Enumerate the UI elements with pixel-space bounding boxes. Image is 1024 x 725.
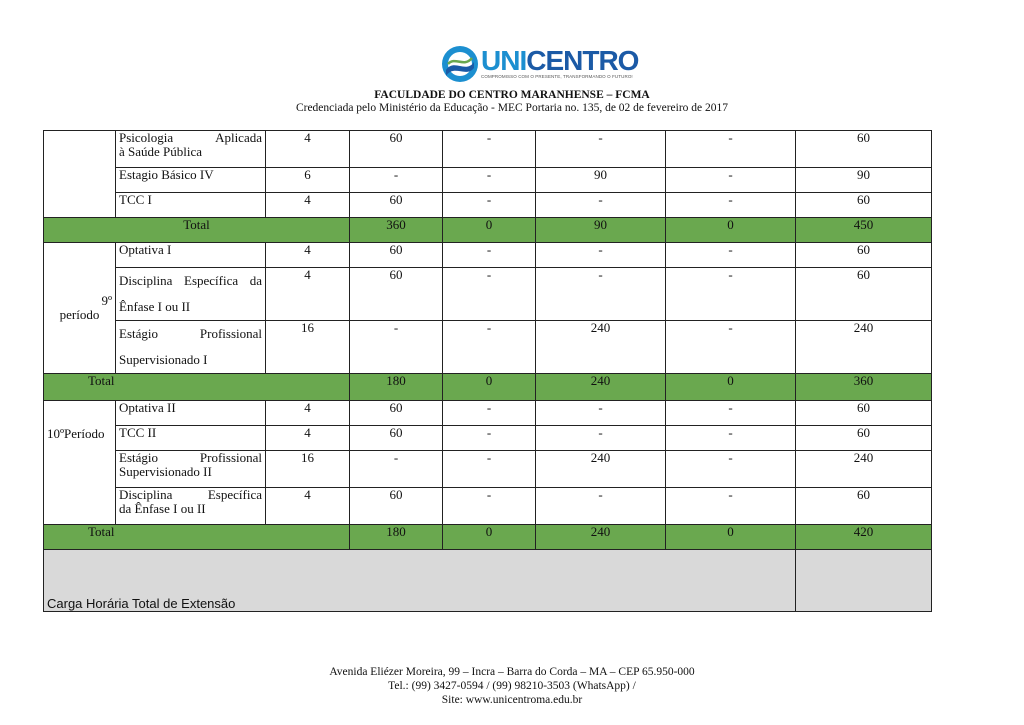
footer-phone: Tel.: (99) 3427-0594 / (99) 98210-3503 (WhatsApp) / [388, 680, 636, 692]
hours-cell: - [443, 131, 536, 168]
hours-cell: - [666, 488, 796, 525]
extension-label: Carga Horária Total de Extensão [44, 550, 796, 612]
subject-cell: Disciplina Específica da Ênfase I ou II [116, 268, 266, 321]
total-hours-cell: 360 [350, 218, 443, 243]
period-cell: 9º período [44, 243, 116, 374]
hours-cell: - [666, 193, 796, 218]
hours-cell: 60 [350, 131, 443, 168]
hours-cell: - [536, 401, 666, 426]
hours-cell: - [350, 451, 443, 488]
table-row [44, 488, 932, 525]
hours-cell: - [443, 243, 536, 268]
total-label: Total [44, 218, 350, 243]
hours-cell: 60 [350, 193, 443, 218]
total-hours-cell: 90 [536, 218, 666, 243]
hours-cell: - [536, 243, 666, 268]
table-row [44, 131, 932, 168]
hours-cell: 240 [536, 451, 666, 488]
unicentro-logo [440, 44, 639, 84]
total-hours-cell: 240 [796, 451, 932, 488]
hours-cell: - [666, 401, 796, 426]
total-label: Total [44, 525, 350, 550]
total-row [44, 374, 932, 401]
hours-cell: 90 [536, 168, 666, 193]
subject-cell: Estágio Profissional Supervisionado I [116, 321, 266, 374]
total-hours-cell: 60 [796, 193, 932, 218]
total-hours-cell: 240 [796, 321, 932, 374]
period-cell: 10ºPeríodo [44, 401, 116, 525]
table-row [44, 451, 932, 488]
hours-cell: - [666, 321, 796, 374]
hours-cell: 60 [350, 243, 443, 268]
total-label: Total [44, 374, 350, 401]
hours-cell: - [666, 243, 796, 268]
credits-cell: 4 [266, 131, 350, 168]
hours-cell: - [443, 168, 536, 193]
hours-cell: - [443, 321, 536, 374]
table-row [44, 168, 932, 193]
hours-cell: 240 [536, 321, 666, 374]
institution-name: FACULDADE DO CENTRO MARANHENSE – FCMA [374, 89, 650, 101]
hours-cell: - [666, 268, 796, 321]
total-hours-cell: 0 [666, 525, 796, 550]
credits-cell: 4 [266, 401, 350, 426]
credits-cell: 16 [266, 321, 350, 374]
hours-cell: - [536, 488, 666, 525]
table-row [44, 193, 932, 218]
logo-wordmark: UNICENTRO [481, 45, 639, 76]
unicentro-emblem-icon [440, 44, 480, 84]
hours-cell: - [666, 131, 796, 168]
total-hours-cell: 0 [443, 218, 536, 243]
period-cell [44, 131, 116, 218]
hours-cell: - [443, 268, 536, 321]
total-hours-cell: 60 [796, 268, 932, 321]
total-hours-cell: 60 [796, 488, 932, 525]
subject-cell: Estagio Básico IV [116, 168, 266, 193]
hours-cell: 60 [350, 268, 443, 321]
curriculum-table [43, 130, 932, 612]
credits-cell: 4 [266, 426, 350, 451]
credits-cell: 4 [266, 268, 350, 321]
credits-cell: 4 [266, 193, 350, 218]
hours-cell: - [443, 451, 536, 488]
subject-cell: Disciplina Específica da Ênfase I ou II [116, 488, 266, 525]
hours-cell: - [443, 488, 536, 525]
footer-address: Avenida Eliézer Moreira, 99 – Incra – Barra do Corda – MA – CEP 65.950-000 [329, 666, 695, 678]
total-hours-cell: 60 [796, 243, 932, 268]
total-hours-cell: 90 [796, 168, 932, 193]
table-row [44, 243, 932, 268]
total-hours-cell: 0 [443, 525, 536, 550]
table-row [44, 426, 932, 451]
total-hours-cell: 180 [350, 525, 443, 550]
hours-cell: - [443, 193, 536, 218]
credits-cell: 4 [266, 488, 350, 525]
credits-cell: 6 [266, 168, 350, 193]
subject-cell: Psicologia Aplicada à Saúde Pública [116, 131, 266, 168]
table-row [44, 268, 932, 321]
hours-cell: - [666, 426, 796, 451]
total-hours-cell: 240 [536, 525, 666, 550]
total-hours-cell: 60 [796, 426, 932, 451]
hours-cell: - [536, 426, 666, 451]
accreditation-line: Credenciada pelo Ministério da Educação - MEC Portaria no. 135, de 02 de fevereiro de 2017 [295, 102, 729, 114]
hours-cell: - [666, 168, 796, 193]
grand-total-cell: 360 [796, 374, 932, 401]
total-hours-cell: 60 [796, 401, 932, 426]
total-hours-cell: 240 [536, 374, 666, 401]
total-hours-cell: 0 [666, 218, 796, 243]
subject-cell: Estágio Profissional Supervisionado II [116, 451, 266, 488]
extension-row [44, 550, 932, 612]
table-row [44, 401, 932, 426]
total-hours-cell: 0 [666, 374, 796, 401]
hours-cell: - [350, 168, 443, 193]
total-hours-cell: 180 [350, 374, 443, 401]
subject-cell: TCC I [116, 193, 266, 218]
total-hours-cell: 60 [796, 131, 932, 168]
logo-tagline: COMPROMISSO COM O PRESENTE, TRANSFORMANDO O FUTURO! [481, 74, 633, 79]
hours-cell: 60 [350, 488, 443, 525]
hours-cell: 60 [350, 426, 443, 451]
footer-site: Site: www.unicentroma.edu.br [441, 694, 583, 706]
grand-total-cell: 420 [796, 525, 932, 550]
table-row [44, 321, 932, 374]
hours-cell: 60 [350, 401, 443, 426]
hours-cell: - [536, 131, 666, 168]
total-row [44, 525, 932, 550]
hours-cell: - [536, 268, 666, 321]
subject-cell: Optativa I [116, 243, 266, 268]
hours-cell: - [443, 426, 536, 451]
subject-cell: TCC II [116, 426, 266, 451]
total-row [44, 218, 932, 243]
hours-cell: - [536, 193, 666, 218]
credits-cell: 16 [266, 451, 350, 488]
credits-cell: 4 [266, 243, 350, 268]
extension-value-cell [796, 550, 932, 612]
grand-total-cell: 450 [796, 218, 932, 243]
total-hours-cell: 0 [443, 374, 536, 401]
hours-cell: - [443, 401, 536, 426]
subject-cell: Optativa II [116, 401, 266, 426]
hours-cell: - [666, 451, 796, 488]
hours-cell: - [350, 321, 443, 374]
